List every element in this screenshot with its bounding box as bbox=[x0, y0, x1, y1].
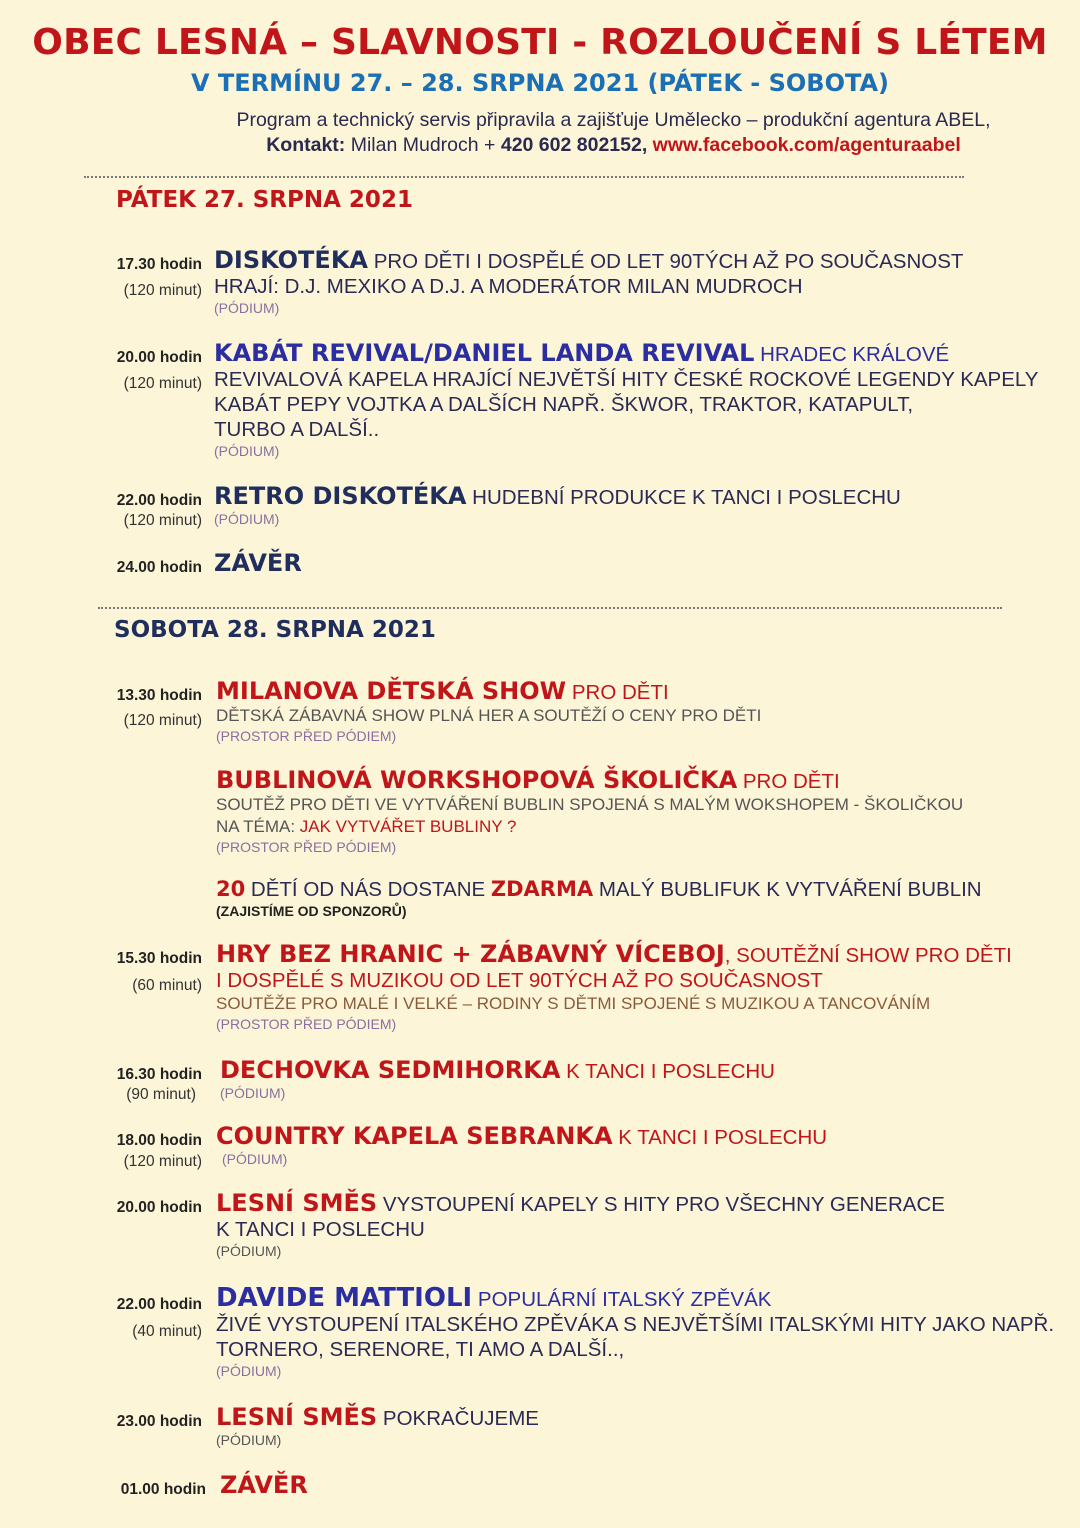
event-time: 24.00 hodin bbox=[116, 559, 202, 576]
event-desc: PRO DĚTI I DOSPĚLÉ OD LET 90TÝCH AŽ PO SOUČASNOST bbox=[368, 250, 964, 273]
event-detail: REVIVALOVÁ KAPELA HRAJÍCÍ NEJVĚTŠÍ HITY ČESKÉ ROCKOVÉ LEGENDY KAPELY bbox=[214, 368, 1039, 391]
page-title: OBEC LESNÁ – SLAVNOSTI - ROZLOUČENÍ S LÉTEM bbox=[32, 22, 1048, 63]
event-name: LESNÍ SMĚS bbox=[216, 1403, 378, 1431]
event-location: (PROSTOR PŘED PÓDIEM) bbox=[216, 728, 397, 744]
contact-phone: 420 602 802152, bbox=[500, 134, 648, 156]
event-duration: (120 minut) bbox=[123, 512, 202, 529]
event-detail: NA TÉMA: bbox=[216, 817, 300, 836]
event-desc: PRO DĚTI bbox=[737, 770, 840, 793]
event-location: (PÓDIUM) bbox=[214, 443, 280, 459]
event-time: 20.00 hodin bbox=[116, 349, 202, 366]
event-time: 15.30 hodin bbox=[116, 950, 202, 967]
event-name: DECHOVKA SEDMIHORKA bbox=[220, 1056, 561, 1084]
event-name: KABÁT REVIVAL/DANIEL LANDA REVIVAL bbox=[214, 339, 755, 367]
event-time: 20.00 hodin bbox=[116, 1199, 202, 1216]
event-location: (PÓDIUM) bbox=[222, 1151, 288, 1167]
event-desc: K TANCI I POSLECHU bbox=[612, 1126, 828, 1149]
event-time: 16.30 hodin bbox=[116, 1066, 202, 1083]
event-location: (PROSTOR PŘED PÓDIEM) bbox=[216, 839, 397, 855]
event-detail: I DOSPĚLÉ S MUZIKOU OD LET 90TÝCH AŽ PO SOUČASNOST bbox=[216, 969, 823, 992]
event-duration: (120 minut) bbox=[123, 712, 202, 729]
event-duration: (40 minut) bbox=[132, 1323, 202, 1340]
event-location: (PÓDIUM) bbox=[214, 511, 280, 527]
event-name: HRY BEZ HRANIC + ZÁBAVNÝ VÍCEBOJ bbox=[216, 940, 725, 968]
event-detail: ŽIVÉ VYSTOUPENÍ ITALSKÉHO ZPĚVÁKA S NEJVĚTŠÍMI ITALSKÝMI HITY JAKO NAPŘ. bbox=[216, 1313, 1055, 1336]
event-detail: TORNERO, SERENORE, TI AMO A DALŠÍ.., bbox=[216, 1338, 625, 1361]
event-desc: HUDEBNÍ PRODUKCE K TANCI I POSLECHU bbox=[466, 486, 901, 509]
event-duration: (90 minut) bbox=[126, 1086, 196, 1103]
event-name: BUBLINOVÁ WORKSHOPOVÁ ŠKOLIČKA bbox=[216, 766, 738, 794]
event-time: 22.00 hodin bbox=[116, 1296, 202, 1313]
giveaway-free: ZDARMA bbox=[490, 877, 594, 901]
divider bbox=[84, 176, 964, 178]
contact-name: Milan Mudroch + bbox=[350, 134, 496, 156]
contact-label: Kontakt: bbox=[266, 134, 346, 156]
event-desc: POKRAČUJEME bbox=[377, 1407, 539, 1430]
saturday-heading: SOBOTA 28. SRPNA 2021 bbox=[114, 617, 436, 643]
giveaway-count: 20 bbox=[216, 877, 246, 901]
giveaway-text: DĚTÍ OD NÁS DOSTANE bbox=[245, 878, 491, 901]
event-name: DAVIDE MATTIOLI bbox=[216, 1283, 473, 1313]
event-detail: DĚTSKÁ ZÁBAVNÁ SHOW PLNÁ HER A SOUTĚŽÍ O CENY PRO DĚTI bbox=[216, 706, 762, 725]
contact-line bbox=[147, 133, 1080, 158]
event-detail: SOUTĚŽ PRO DĚTI VE VYTVÁŘENÍ BUBLIN SPOJENÁ S MALÝM WOKSHOPEM - ŠKOLIČKOU bbox=[216, 795, 964, 814]
event-time: 18.00 hodin bbox=[116, 1132, 202, 1149]
event-desc: , SOUTĚŽNÍ SHOW PRO DĚTI bbox=[724, 944, 1012, 967]
event-name: ZÁVĚR bbox=[214, 549, 302, 577]
event-location: (PÓDIUM) bbox=[214, 300, 280, 316]
event-desc: POPULÁRNÍ ITALSKÝ ZPĚVÁK bbox=[472, 1288, 772, 1311]
event-duration: (120 minut) bbox=[123, 1153, 202, 1170]
giveaway-text: MALÝ BUBLIFUK K VYTVÁŘENÍ BUBLIN bbox=[593, 878, 982, 901]
contact-web-link[interactable]: www.facebook.com/agenturaabel bbox=[652, 134, 961, 156]
event-detail: HRAJÍ: D.J. MEXIKO A D.J. A MODERÁTOR MILAN MUDROCH bbox=[214, 275, 803, 298]
event-name: COUNTRY KAPELA SEBRANKA bbox=[216, 1122, 613, 1150]
page-subtitle: V TERMÍNU 27. – 28. SRPNA 2021 (PÁTEK - SOBOTA) bbox=[190, 69, 890, 97]
event-name: ZÁVĚR bbox=[220, 1471, 308, 1499]
event-name: RETRO DISKOTÉKA bbox=[214, 482, 467, 510]
event-location: (PÓDIUM) bbox=[220, 1085, 286, 1101]
event-name: LESNÍ SMĚS bbox=[216, 1189, 378, 1217]
event-detail-highlight: JAK VYTVÁŘET BUBLINY ? bbox=[299, 817, 517, 836]
event-time: 13.30 hodin bbox=[116, 687, 202, 704]
event-time: 23.00 hodin bbox=[116, 1413, 202, 1430]
event-detail: KABÁT PEPY VOJTKA A DALŠÍCH NAPŘ. ŠKWOR, TRAKTOR, KATAPULT, bbox=[214, 393, 914, 416]
event-location: (PÓDIUM) bbox=[216, 1432, 282, 1448]
event-duration: (120 minut) bbox=[123, 375, 202, 392]
event-detail: TURBO A DALŠÍ.. bbox=[214, 418, 380, 441]
event-desc: VYSTOUPENÍ KAPELY S HITY PRO VŠECHNY GENERACE bbox=[377, 1193, 945, 1216]
event-duration: (120 minut) bbox=[123, 282, 202, 299]
sponsor-note: (ZAJISTÍME OD SPONZORŮ) bbox=[216, 903, 407, 919]
event-location: (PÓDIUM) bbox=[216, 1243, 282, 1259]
event-name: MILANOVA DĚTSKÁ SHOW bbox=[216, 677, 567, 705]
intro-line: Program a technický servis připravila a zajišťuje Umělecko – produkční agentura ABEL, bbox=[236, 109, 991, 131]
event-time: 17.30 hodin bbox=[116, 256, 202, 273]
friday-heading: PÁTEK 27. SRPNA 2021 bbox=[116, 187, 413, 213]
event-desc: HRADEC KRÁLOVÉ bbox=[754, 343, 950, 366]
event-duration: (60 minut) bbox=[132, 977, 202, 994]
event-detail: SOUTĚŽE PRO MALÉ I VELKÉ – RODINY S DĚTMI SPOJENÉ S MUZIKOU A TANCOVÁNÍM bbox=[216, 994, 931, 1013]
event-location: (PÓDIUM) bbox=[216, 1363, 282, 1379]
event-time: 01.00 hodin bbox=[120, 1481, 206, 1498]
event-time: 22.00 hodin bbox=[116, 492, 202, 509]
intro bbox=[147, 108, 1080, 158]
event-detail: K TANCI I POSLECHU bbox=[216, 1218, 425, 1241]
event-name: DISKOTÉKA bbox=[214, 246, 368, 274]
event-desc: K TANCI I POSLECHU bbox=[560, 1060, 775, 1083]
divider bbox=[98, 607, 1002, 609]
event-desc: PRO DĚTI bbox=[566, 681, 669, 704]
event-location: (PROSTOR PŘED PÓDIEM) bbox=[216, 1016, 397, 1032]
header bbox=[0, 0, 1080, 158]
